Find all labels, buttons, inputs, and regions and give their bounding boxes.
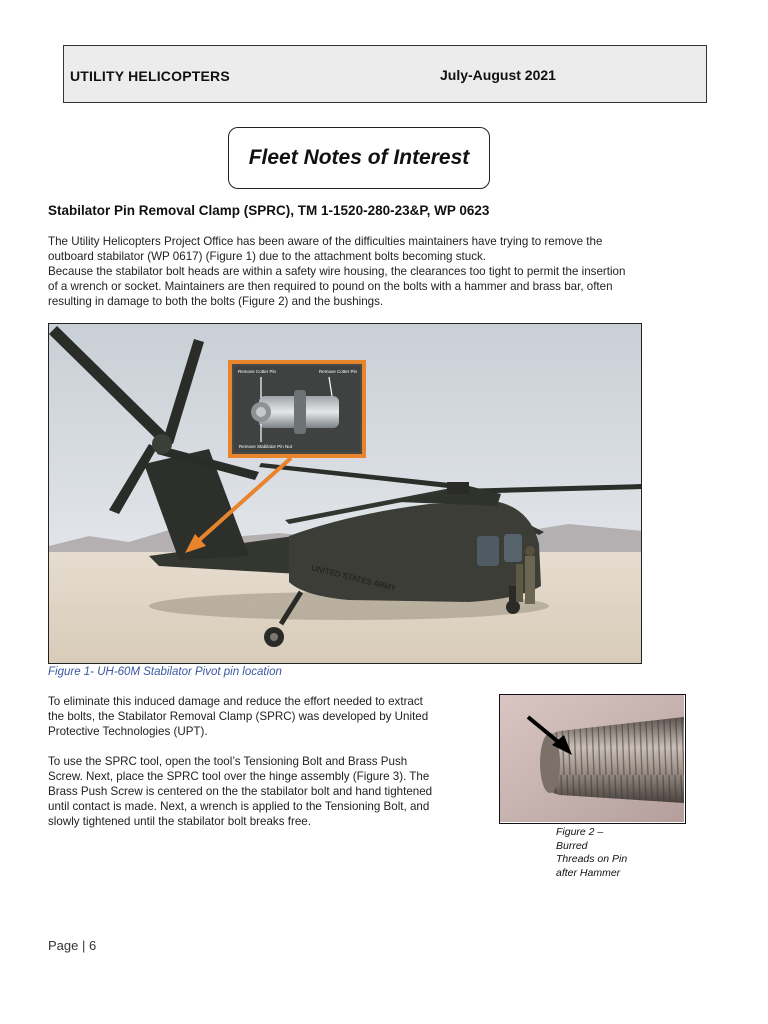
svg-text:UNITED STATES ARMY: UNITED STATES ARMY	[310, 563, 397, 593]
svg-text:Remove Cotter Pin: Remove Cotter Pin	[238, 369, 277, 374]
header-banner	[63, 45, 707, 103]
svg-text:Remove Cotter Pin: Remove Cotter Pin	[319, 369, 358, 374]
article-heading: Stabilator Pin Removal Clamp (SPRC), TM 1-1520-280-23&P, WP 0623	[48, 203, 490, 218]
paragraph-sprc-usage: To use the SPRC tool, open the tool’s Tensioning Bolt and Brass Push Screw. Next, place the SPRC tool over the hinge assembly (Figure 3). The Brass Push Screw is centered on the the stabilator bolt and hand tightened until contact is made. Next, a wrench is applied to the Tensioning Bolt, and slowly tightened until the stabilator bolt breaks free.	[48, 755, 433, 828]
issue-date: July-August 2021	[440, 67, 556, 83]
publication-title: UTILITY HELICOPTERS	[70, 68, 230, 84]
paragraph-sprc-development: To eliminate this induced damage and reduce the effort needed to extract the bolts, the Stabilator Removal Clamp (SPRC) was developed by United Protective Technologies (UPT).	[48, 695, 429, 738]
page-title-box	[228, 127, 490, 189]
figure-1-helicopter-photo	[48, 323, 642, 664]
figure-2-caption: Figure 2 – Burred Threads on Pin after Hammer	[556, 826, 628, 879]
svg-text:Remove Stabilator Pin Nut: Remove Stabilator Pin Nut	[239, 444, 293, 449]
page-number: Page | 6	[48, 938, 97, 953]
figure-2-burred-threads-photo	[499, 694, 686, 824]
page-title: Fleet Notes of Interest	[248, 146, 470, 169]
figure-1-caption: Figure 1- UH-60M Stabilator Pivot pin location	[48, 666, 282, 678]
intro-paragraph: The Utility Helicopters Project Office has been aware of the difficulties maintainers have trying to remove the outboard stabilator (WP 0617) (Figure 1) due to the attachment bolts becoming stuck. Because the stabilator bolt heads are within a safety wire housing, the clearances too tight to permit the insertion of a wrench or socket. Maintainers are then required to pound on the bolts with a hammer and brass bar, often resulting in damage to both the bolts (Figure 2) and the bushings.	[48, 235, 626, 308]
